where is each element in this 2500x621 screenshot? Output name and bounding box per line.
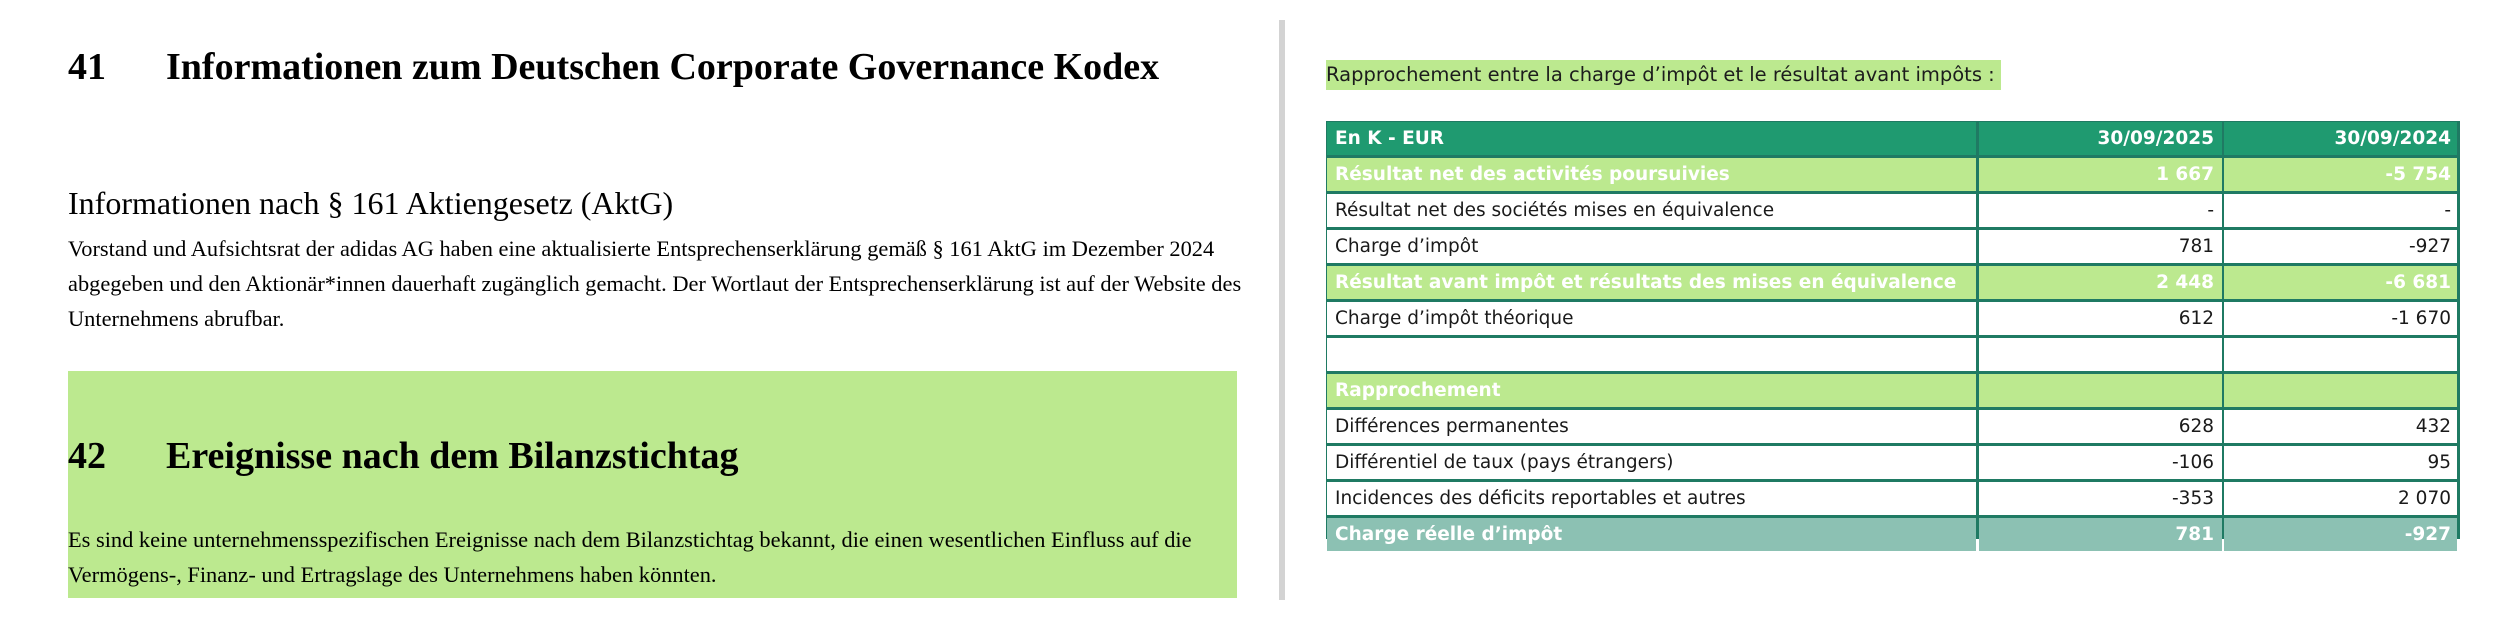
value-2025: 2 448 xyxy=(1979,266,2222,299)
table-row xyxy=(1327,158,2457,191)
row-label: Résultat avant impôt et résultats des mises en équivalence xyxy=(1327,266,1976,299)
row-label: Rapprochement xyxy=(1327,374,1976,407)
table-row xyxy=(1327,482,2457,515)
header-col-2024: 30/09/2024 xyxy=(2224,122,2457,155)
table-row xyxy=(1327,446,2457,479)
table-row xyxy=(1327,374,2457,407)
value-2025: 781 xyxy=(1979,230,2222,263)
value-2024: -6 681 xyxy=(2224,266,2457,299)
section-41-heading xyxy=(68,44,1238,91)
section-42-heading xyxy=(68,433,1237,480)
table-row xyxy=(1327,410,2457,443)
row-label: Incidences des déficits reportables et autres xyxy=(1327,482,1976,515)
row-label: Différences permanentes xyxy=(1327,410,1976,443)
row-label: Charge d’impôt théorique xyxy=(1327,302,1976,335)
row-label xyxy=(1327,338,1976,371)
value-2025: 1 667 xyxy=(1979,158,2222,191)
table-caption: Rapprochement entre la charge d’impôt et le résultat avant impôts : xyxy=(1326,60,2001,90)
value-2024: -927 xyxy=(2224,518,2457,551)
header-col-2025: 30/09/2025 xyxy=(1979,122,2222,155)
value-2025 xyxy=(1979,338,2222,371)
value-2024: -5 754 xyxy=(2224,158,2457,191)
table-row xyxy=(1327,338,2457,371)
subheading: Informationen nach § 161 Aktiengesetz (AktG) xyxy=(68,185,674,221)
value-2024: 432 xyxy=(2224,410,2457,443)
table-row xyxy=(1327,230,2457,263)
reconciliation-table xyxy=(1326,121,2460,545)
value-2024 xyxy=(2224,338,2457,371)
paragraph: Es sind keine unternehmensspezifischen Ereignisse nach dem Bilanzstichtag bekannt, die einen wesentlichen Einfluss auf die Vermögens-, Finanz- und Ertragslage des Unternehmens haben könnten. xyxy=(68,527,1192,587)
value-2024: 95 xyxy=(2224,446,2457,479)
section-title: Informationen zum Deutschen Corporate Governance Kodex xyxy=(166,46,1160,88)
row-label: Charge d’impôt xyxy=(1327,230,1976,263)
paragraph: Vorstand und Aufsichtsrat der adidas AG haben eine aktualisierte Entsprechenserklärung gemäß § 161 AktG im Dezember 2024 abgegeben und den Aktionär*innen dauerhaft zugänglich gemacht. Der Wortlaut der Entsprechenserklärung ist auf der Website des Unternehmens abrufbar. xyxy=(68,236,1242,331)
value-2025: 781 xyxy=(1979,518,2222,551)
value-2024: -927 xyxy=(2224,230,2457,263)
section-title: Ereignisse nach dem Bilanzstichtag xyxy=(166,435,739,477)
row-label: Résultat net des sociétés mises en équivalence xyxy=(1327,194,1976,227)
value-2025: 628 xyxy=(1979,410,2222,443)
header-label: En K - EUR xyxy=(1327,122,1976,155)
value-2024: -1 670 xyxy=(2224,302,2457,335)
value-2024: 2 070 xyxy=(2224,482,2457,515)
page-divider xyxy=(1279,20,1285,600)
table-row xyxy=(1327,266,2457,299)
value-2024: - xyxy=(2224,194,2457,227)
value-2025 xyxy=(1979,374,2222,407)
value-2025: 612 xyxy=(1979,302,2222,335)
value-2024 xyxy=(2224,374,2457,407)
table-row xyxy=(1327,302,2457,335)
row-label: Résultat net des activités poursuivies xyxy=(1327,158,1976,191)
row-label: Différentiel de taux (pays étrangers) xyxy=(1327,446,1976,479)
row-label: Charge réelle d’impôt xyxy=(1327,518,1976,551)
value-2025: -353 xyxy=(1979,482,2222,515)
table-row xyxy=(1327,194,2457,227)
value-2025: -106 xyxy=(1979,446,2222,479)
section-number: 42 xyxy=(68,435,106,477)
table-header-row xyxy=(1327,122,2457,155)
table-row xyxy=(1327,518,2457,551)
value-2025: - xyxy=(1979,194,2222,227)
section-number: 41 xyxy=(68,46,106,88)
